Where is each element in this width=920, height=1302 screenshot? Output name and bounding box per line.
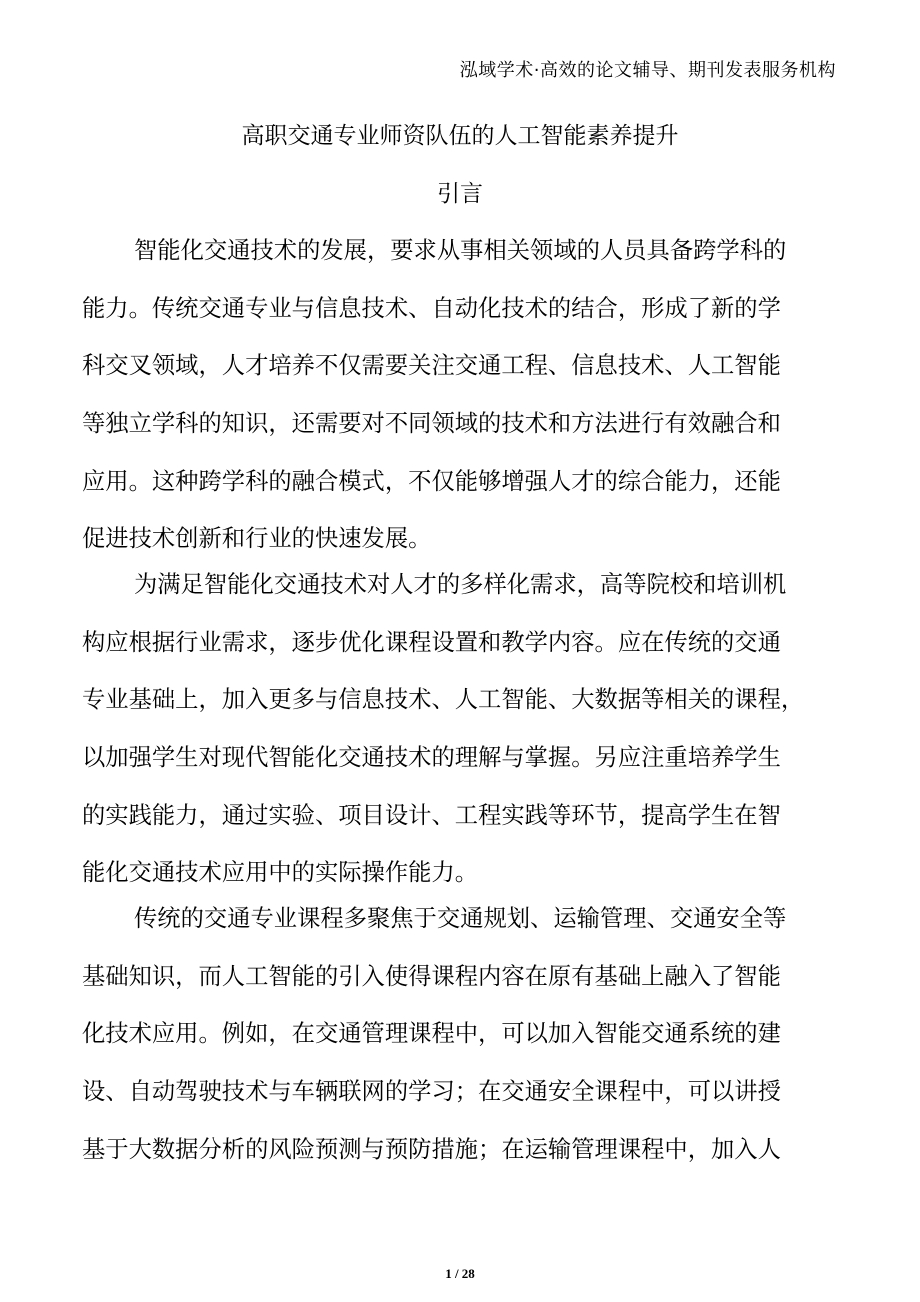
paragraph-line: 基于大数据分析的风险预测与预防措施；在运输管理课程中，加入人 xyxy=(82,1135,781,1163)
page-header: 泓域学术·高效的论文辅导、期刊发表服务机构 xyxy=(459,60,836,81)
page-number: 1 / 28 xyxy=(445,1266,475,1281)
paragraph-line: 的实践能力，通过实验、项目设计、工程实践等环节，提高学生在智 xyxy=(82,801,781,829)
paragraph-3 xyxy=(82,890,834,1178)
paragraph-line: 构应根据行业需求，逐步优化课程设置和教学内容。应在传统的交通 xyxy=(82,628,781,656)
paragraph-2 xyxy=(82,556,834,902)
paragraph-line: 促进技术创新和行业的快速发展。 xyxy=(82,525,432,553)
paragraph-line: 专业基础上，加入更多与信息技术、人工智能、大数据等相关的课程， xyxy=(82,686,805,714)
section-heading: 引言 xyxy=(437,181,483,207)
document-title: 高职交通专业师资队伍的人工智能素养提升 xyxy=(241,123,679,149)
paragraph-line: 设、自动驾驶技术与车辆联网的学习；在交通安全课程中，可以讲授 xyxy=(82,1078,781,1106)
paragraph-line: 能力。传统交通专业与信息技术、自动化技术的结合，形成了新的学 xyxy=(82,294,781,322)
paragraph-line: 智能化交通技术的发展，要求从事相关领域的人员具备跨学科的 xyxy=(134,237,787,264)
paragraph-line: 传统的交通专业课程多聚焦于交通规划、运输管理、交通安全等 xyxy=(134,905,787,932)
paragraph-line: 等独立学科的知识，还需要对不同领域的技术和方法进行有效融合和 xyxy=(82,410,781,438)
paragraph-line: 为满足智能化交通技术对人才的多样化需求，高等院校和培训机 xyxy=(134,571,787,598)
paragraph-line: 化技术应用。例如，在交通管理课程中，可以加入智能交通系统的建 xyxy=(82,1020,781,1048)
paragraph-line: 以加强学生对现代智能化交通技术的理解与掌握。另应注重培养学生 xyxy=(82,744,781,772)
paragraph-line: 应用。这种跨学科的融合模式，不仅能够增强人才的综合能力，还能 xyxy=(82,467,781,495)
paragraph-line: 科交叉领域，人才培养不仅需要关注交通工程、信息技术、人工智能 xyxy=(82,352,781,380)
paragraph-line: 基础知识，而人工智能的引入使得课程内容在原有基础上融入了智能 xyxy=(82,962,781,990)
paragraph-1 xyxy=(82,222,834,568)
paragraph-line: 能化交通技术应用中的实际操作能力。 xyxy=(82,859,479,887)
